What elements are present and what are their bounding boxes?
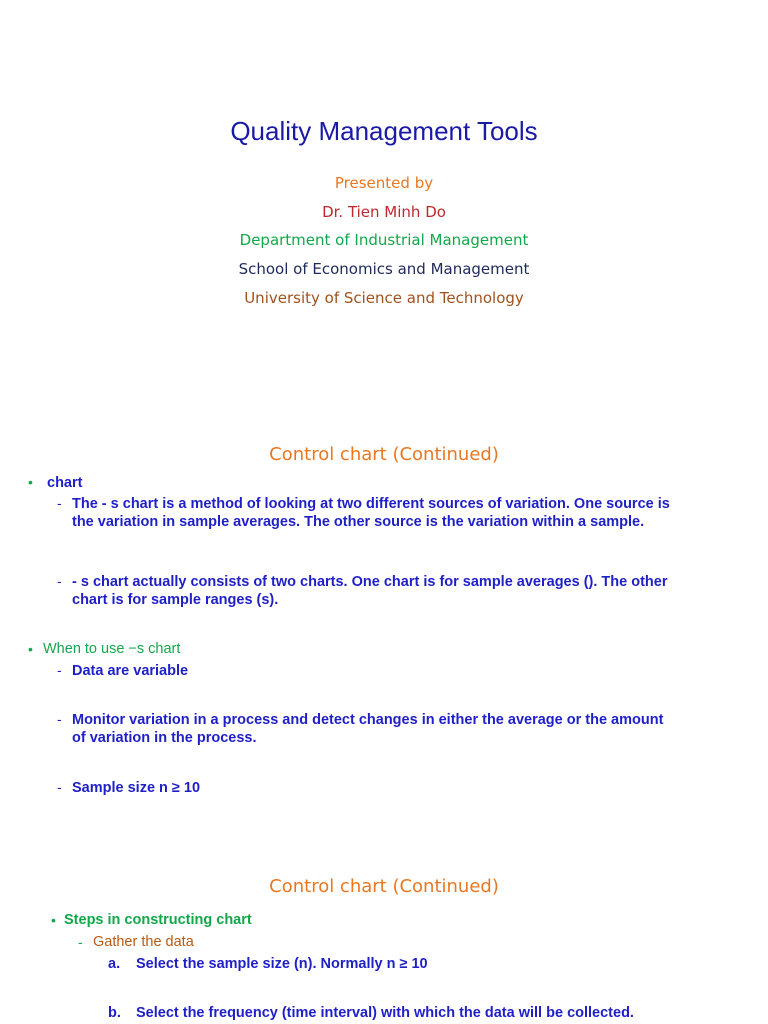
slide2-title: Control chart (Continued) [269, 876, 499, 897]
presented-by-label: Presented by [334, 174, 434, 192]
department-name: Department of Industrial Management [239, 231, 529, 249]
dash-icon: - [57, 711, 62, 727]
bullet-icon: • [28, 641, 33, 657]
university-name: University of Science and Technology [244, 289, 524, 307]
dash-icon: - [57, 495, 62, 511]
when-to-use-label: When to use −s chart [43, 641, 181, 657]
bullet-icon: • [28, 474, 33, 490]
slide1-title: Control chart (Continued) [269, 444, 499, 465]
gather-data-label: Gather the data [93, 934, 194, 950]
chart-description-2: - s chart actually consists of two charts. One chart is for sample averages (). The other chart is for sample ranges (s). [72, 574, 668, 608]
step-b-marker: b. [108, 1005, 121, 1021]
author-name: Dr. Tien Minh Do [322, 203, 446, 221]
page-title: Quality Management Tools [230, 116, 538, 146]
when-item-monitor: Monitor variation in a process and detect changes in either the average or the amount of variation in the process. [72, 712, 664, 746]
step-b-text: Select the frequency (time interval) with which the data will be collected. [136, 1005, 634, 1021]
step-a-text: Select the sample size (n). Normally n ≥ 10 [136, 956, 428, 972]
dash-icon: - [57, 779, 62, 795]
step-a-marker: a. [108, 956, 121, 972]
chart-description-1: The - s chart is a method of looking at two different sources of variation. One source is the variation in sample averages. The other source is the variation within a sample. [72, 496, 670, 530]
school-name: School of Economics and Management [238, 260, 530, 278]
steps-label: Steps in constructing chart [64, 912, 252, 928]
chart-bullet-label: chart [47, 475, 83, 491]
dash-icon: - [57, 662, 62, 678]
when-item-variable: Data are variable [72, 663, 189, 679]
when-item-sample-size: Sample size n ≥ 10 [72, 780, 201, 796]
dash-icon: - [78, 934, 83, 950]
dash-icon: - [57, 573, 62, 589]
bullet-icon: • [51, 912, 56, 928]
